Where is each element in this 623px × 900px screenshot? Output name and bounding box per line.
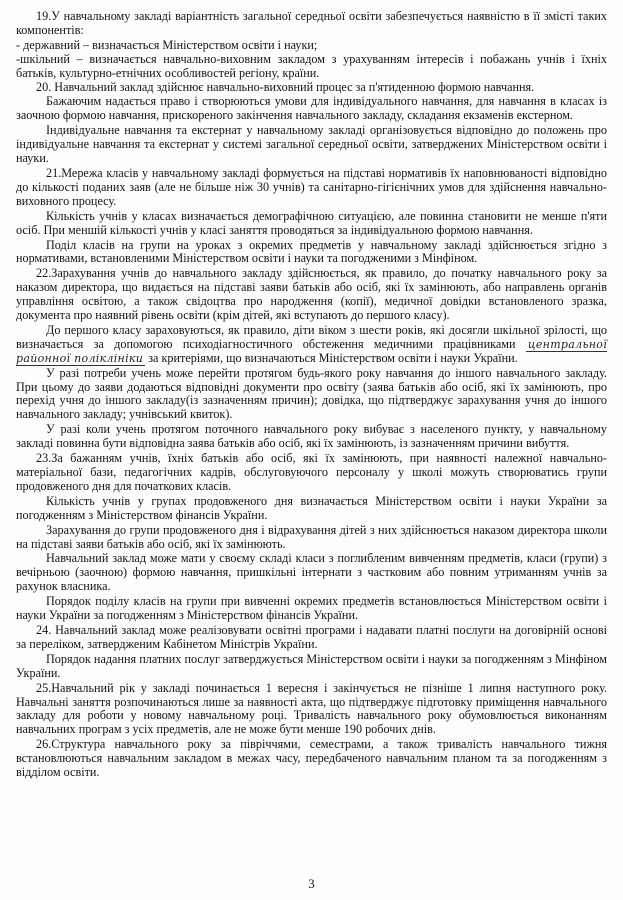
section-20-paragraph-1: 20. Навчальний заклад здійснює навчально-виховний процес за п'ятиденною формою навчання. <box>36 79 535 94</box>
page-number: 3 <box>308 876 315 891</box>
section-21-paragraph-3: Поділ класів на групи на уроках з окремих предметів у навчальному закладі здійснюється згідно з нормативами, встановленими Міністерством освіти і науки та погодженими з Мінфіном. <box>16 237 607 266</box>
section-22-p2-after: за критеріями, що визначаються Міністерством освіти і науки України. <box>148 350 518 365</box>
handwritten-insert: центральної районної поліклініки <box>16 337 608 365</box>
section-22-paragraph-2 <box>16 324 607 366</box>
section-19-text: 19.У навчальному закладі варіантність загальної середньої освіти забезпечується наявністю в її змісті таких компонентів: <box>16 9 607 37</box>
section-21-paragraph-1: 21.Мережа класів у навчальному закладі формується на підставі нормативів їх наповнюваності відповідно до кількості поданих заяв (але не більше ніж 30 учнів) та санітарно-гігієнічних умов для здійснення навчально-виховного процесу. <box>16 165 607 208</box>
section-23-paragraph-5: Порядок поділу класів на групи при вивченні окремих предметів встановлюється Міністерством освіти і науки України за погодженням з Міністерством фінансів України. <box>16 594 607 623</box>
section-23-paragraph-1: 23.За бажанням учнів, їхніх батьків або осіб, які їх замінюють, при наявності належної навчально-матеріальної бази, педагогічних кадрів, обслуговуючого персоналу у школі можуть створюватись групи продовженого дня для початкових класів. <box>16 451 607 493</box>
section-22-paragraph-4: У разі коли учень протягом поточного навчального року вибуває з населеного пункту, у навчальному закладі повинна бути відповідна заява батьків або осіб, які їх замінюють, із зазначенням причини вибуття. <box>16 422 607 451</box>
section-23-paragraph-3: Зарахування до групи продовженого дня і відрахування дітей з них здійснюється наказом директора школи на підставі заяви батьків або осіб, які їх замінюють. <box>16 522 607 551</box>
section-19-item-school: -шкільний – визначається навчально-виховним закладом з урахуванням інтересів і побажань учнів і їхніх батьків, культурно-етнічних особливостей регіону, країни. <box>16 51 607 80</box>
section-19-item-state: - державний – визначається Міністерством освіти і науки; <box>16 37 318 52</box>
section-20-paragraph-3: Індивідуальне навчання та екстернат у навчальному закладі організовується відповідно до положень про індивідуальне навчання та екстернат у системі загальної середньої освіти, затверджених Міністерством освіти і науки. <box>16 123 607 166</box>
section-22-paragraph-1: 22.Зарахування учнів до навчального закладу здійснюється, як правило, до початку навчального року за наказом директора, що видається на підставі заяви батьків або осіб, які їх замінюють, або направлень органів управління освітою, а також свідоцтва про народження (копії), медичної довідки встановленого зразка, документа про наявний рівень освіти (крім дітей, які вступають до першого класу). <box>16 266 607 323</box>
section-23-paragraph-2: Кількість учнів у групах продовженого дня визначається Міністерством освіти і науки України за погодженням з Міністерством фінансів України. <box>16 493 607 522</box>
section-24-paragraph-1: 24. Навчальний заклад може реалізовувати освітні програми і надавати платні послуги на договірній основі за переліком, затвердженим Кабінетом Міністрів України. <box>16 622 607 651</box>
section-20-paragraph-2: Бажаючим надається право і створюються умови для індивідуального навчання, для навчання в класах із заочною формою навчання, прискореного закінчення навчального закладу, складання екзаменів екстерном. <box>16 94 607 123</box>
section-25-paragraph-1: 25.Навчальний рік у закладі починається 1 вересня і закінчується не пізніше 1 липня наступного року. Навчальні заняття розпочинаються лише за наявності акта, що підтверджує підготовку приміщення навчального закладу для роботи у новому навчальному році. Тривалість навчального року обумовлюється виконанням навчальних програм з усіх предметів, але не може бути менше 190 робочих днів. <box>16 680 607 737</box>
section-22-paragraph-3: У разі потреби учень може перейти протягом будь-якого року навчання до іншого навчального закладу. При цьому до заяви додаються відповідні документи про освіту (заява батьків або осіб, які їх замінюють, про перехід учня до іншого закладу(із зазначенням причин); довідка, що підтверджує зарахування учня до іншого навчального закладу; учнівський квиток). <box>16 365 607 422</box>
section-23-paragraph-4: Навчальний заклад може мати у своєму складі класи з поглибленим вивченням предметів, класи (групи) з вечірньою (заочною) формою навчання, пришкільні інтернати з частковим або повним утриманням учнів за рахунок власника. <box>16 551 607 594</box>
section-26-paragraph-1: 26.Структура навчального року за півріччями, семестрами, а також тривалість навчального тижня встановлюються навчальним закладом в межах часу, передбаченого навчальним планом та за погодженням з відділом освіти. <box>16 737 607 780</box>
section-22-p2-before: До першого класу зараховуються, як правило, діти віком з шести років, які досягли шкільної зрілості, що визначається за допомогою психодіагностичного обстеження медичними працівниками <box>16 322 607 351</box>
section-21-paragraph-2: Кількість учнів у класах визначається демографічною ситуацією, але повинна становити не менше п'яти осіб. При меншій кількості учнів у класі заняття проводяться за індивідуальною формою навчання. <box>16 208 607 237</box>
section-24-paragraph-2: Порядок надання платних послуг затверджується Міністерством освіти і науки за погодженням з Мінфіном України. <box>16 651 607 680</box>
